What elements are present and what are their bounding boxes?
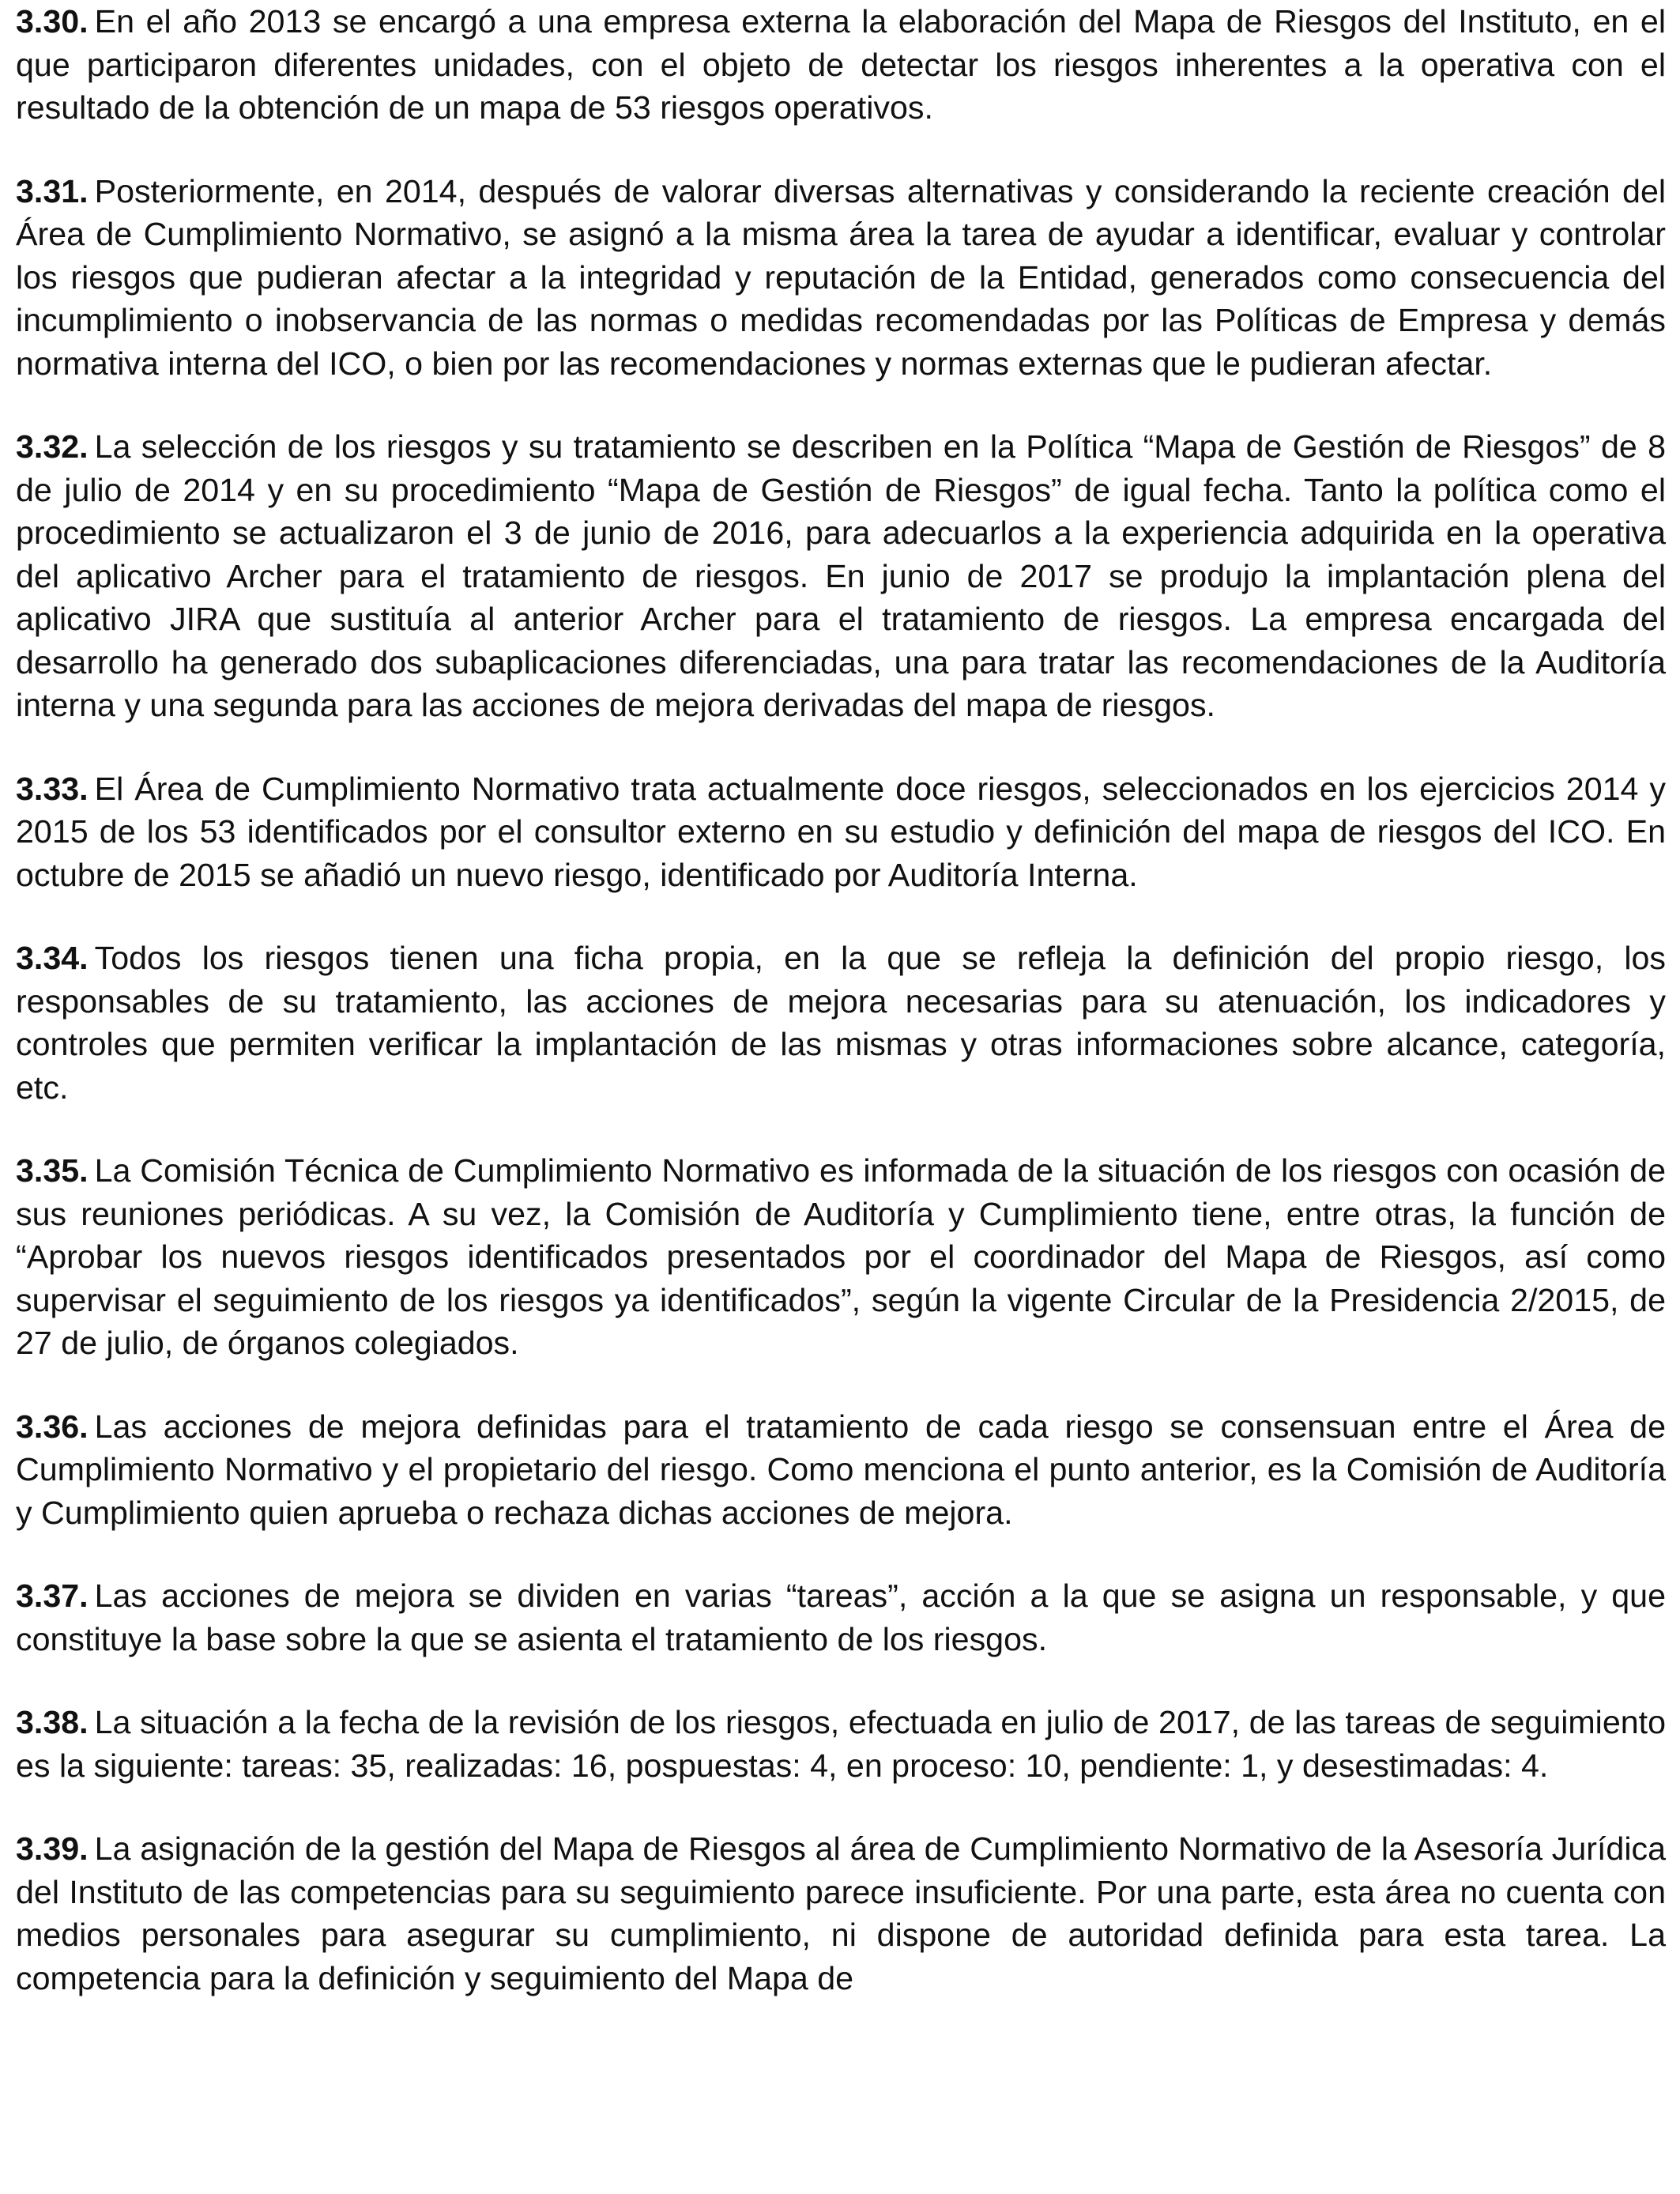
paragraph-number: 3.33. (16, 770, 89, 807)
paragraph-3-34 (16, 937, 1666, 1109)
paragraph-text: La situación a la fecha de la revisión de los riesgos, efectuada en julio de 2017, de las tareas de seguimiento es la siguiente: tareas: 35, realizadas: 16, pospuestas: 4, en proceso: 10, pendiente: 1, y desestimadas: 4. (16, 1704, 1666, 1784)
paragraph-3-38 (16, 1701, 1666, 1787)
paragraph-number: 3.31. (16, 172, 89, 209)
paragraph-number: 3.34. (16, 940, 89, 976)
paragraph-number: 3.37. (16, 1578, 89, 1614)
paragraph-3-39 (16, 1827, 1666, 2000)
paragraph-3-32 (16, 425, 1666, 727)
paragraph-3-31 (16, 170, 1666, 386)
paragraph-text: La Comisión Técnica de Cumplimiento Normativo es informada de la situación de los riesgos con ocasión de sus reuniones periódicas. A su vez, la Comisión de Auditoría y Cumplimiento tiene, entre otras, la función de “Aprobar los nuevos riesgos identificados presentados por el coordinador del Mapa de Riesgos, así como supervisar el seguimiento de los riesgos ya identificados”, según la vigente Circular de la Presidencia 2/2015, de 27 de julio, de órganos colegiados. (16, 1152, 1666, 1361)
paragraph-number: 3.32. (16, 428, 89, 465)
paragraph-3-30 (16, 0, 1666, 130)
paragraph-text: En el año 2013 se encargó a una empresa externa la elaboración del Mapa de Riesgos del Instituto, en el que participaron diferentes unidades, con el objeto de detectar los riesgos inherentes a la operativa con el resultado de la obtención de un mapa de 53 riesgos operativos. (16, 3, 1666, 126)
paragraph-number: 3.39. (16, 1830, 89, 1867)
paragraph-3-37 (16, 1574, 1666, 1661)
paragraph-number: 3.30. (16, 3, 89, 40)
paragraph-text: Posteriormente, en 2014, después de valorar diversas alternativas y considerando la reciente creación del Área de Cumplimiento Normativo, se asignó a la misma área la tarea de ayudar a identificar, evaluar y controlar los riesgos que pudieran afectar a la integridad y reputación de la Entidad, generados como consecuencia del incumplimiento o inobservancia de las normas o medidas recomendadas por las Políticas de Empresa y demás normativa interna del ICO, o bien por las recomendaciones y normas externas que le pudieran afectar. (16, 172, 1666, 382)
paragraph-3-36 (16, 1405, 1666, 1535)
paragraph-3-35 (16, 1149, 1666, 1365)
paragraph-3-33 (16, 767, 1666, 897)
paragraph-text: Las acciones de mejora definidas para el tratamiento de cada riesgo se consensuan entre el Área de Cumplimiento Normativo y el propietario del riesgo. Como menciona el punto anterior, es la Comisión de Auditoría y Cumplimiento quien aprueba o rechaza dichas acciones de mejora. (16, 1408, 1666, 1531)
document-page (16, 0, 1666, 2040)
paragraph-text: Las acciones de mejora se dividen en varias “tareas”, acción a la que se asigna un responsable, y que constituye la base sobre la que se asienta el tratamiento de los riesgos. (16, 1578, 1666, 1657)
paragraph-text: La asignación de la gestión del Mapa de Riesgos al área de Cumplimiento Normativo de la Asesoría Jurídica del Instituto de las competencias para su seguimiento parece insuficiente. Por una parte, esta área no cuenta con medios personales para asegurar su cumplimiento, ni dispone de autoridad definida para esta tarea. La competencia para la definición y seguimiento del Mapa de (16, 1830, 1666, 1996)
paragraph-text: El Área de Cumplimiento Normativo trata actualmente doce riesgos, seleccionados en los ejercicios 2014 y 2015 de los 53 identificados por el consultor externo en su estudio y definición del mapa de riesgos del ICO. En octubre de 2015 se añadió un nuevo riesgo, identificado por Auditoría Interna. (16, 770, 1666, 893)
paragraph-number: 3.36. (16, 1408, 89, 1445)
paragraph-text: La selección de los riesgos y su tratamiento se describen en la Política “Mapa de Gestión de Riesgos” de 8 de julio de 2014 y en su procedimiento “Mapa de Gestión de Riesgos” de igual fecha. Tanto la política como el procedimiento se actualizaron el 3 de junio de 2016, para adecuarlos a la experiencia adquirida en la operativa del aplicativo Archer para el tratamiento de riesgos. En junio de 2017 se produjo la implantación plena del aplicativo JIRA que sustituía al anterior Archer para el tratamiento de riesgos. La empresa encargada del desarrollo ha generado dos subaplicaciones diferenciadas, una para tratar las recomendaciones de la Auditoría interna y una segunda para las acciones de mejora derivadas del mapa de riesgos. (16, 428, 1666, 723)
paragraph-text: Todos los riesgos tienen una ficha propia, en la que se refleja la definición del propio riesgo, los responsables de su tratamiento, las acciones de mejora necesarias para su atenuación, los indicadores y controles que permiten verificar la implantación de las mismas y otras informaciones sobre alcance, categoría, etc. (16, 940, 1666, 1106)
paragraph-number: 3.38. (16, 1704, 89, 1740)
paragraph-number: 3.35. (16, 1152, 89, 1189)
